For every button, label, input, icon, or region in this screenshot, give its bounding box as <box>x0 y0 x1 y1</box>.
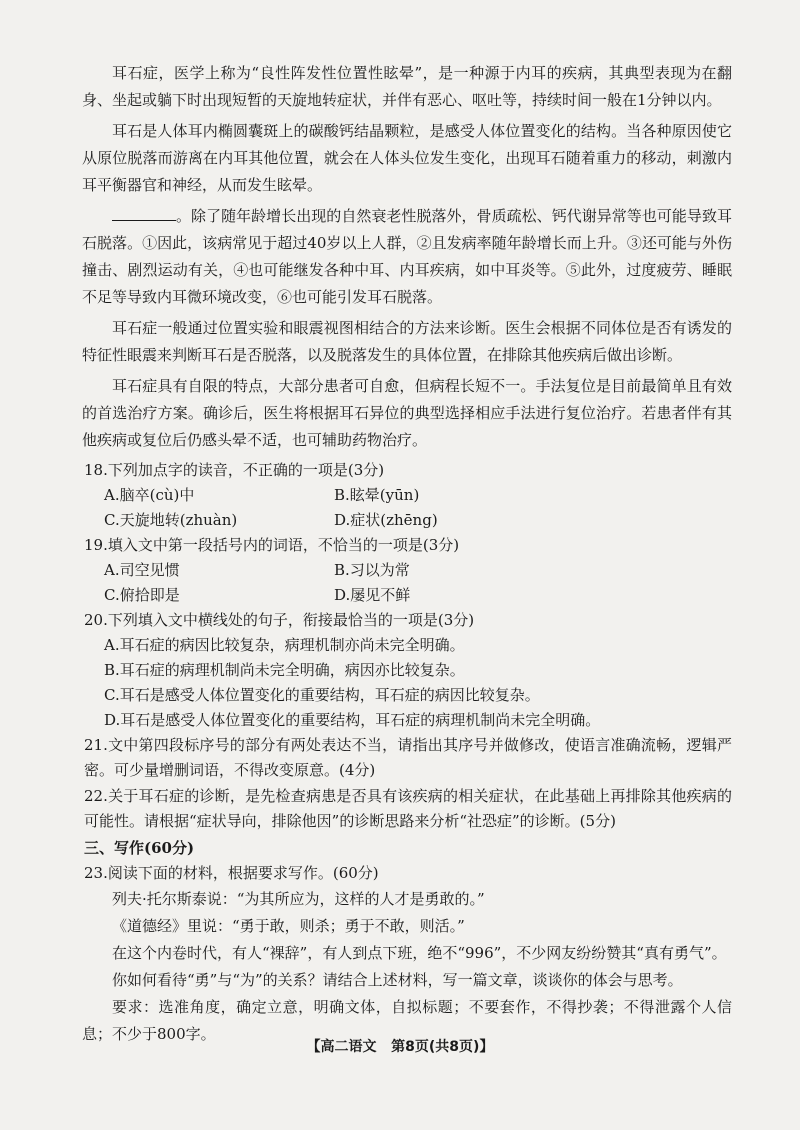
question-19-stem: 19.填入文中第一段括号内的词语，不恰当的一项是(3分) <box>84 536 460 554</box>
material-daodejing-quote: 《道德经》里说：“勇于敢，则杀；勇于不敢，则活。” <box>112 917 465 935</box>
question-20-option-c: C.耳石是感受人体位置变化的重要结构，耳石症的病因比较复杂。 <box>104 686 540 704</box>
question-19 <box>82 533 732 608</box>
footer-page-number: 第8页(共8页)】 <box>391 1039 494 1055</box>
passage-paragraph-2: 耳石是人体耳内椭圆囊斑上的碳酸钙结晶颗粒，是感受人体位置变化的结构。当各种原因使它从原位脱落而游离在内耳其他位置，就会在人体头位发生变化，出现耳石随着重力的移动，刺激内耳平衡器官和神经，从而发生眩晕。 <box>82 122 732 194</box>
question-18-option-a: A.脑卒(cù)中 <box>104 486 195 504</box>
question-18-options <box>104 483 732 533</box>
question-23 <box>82 861 732 1048</box>
question-20-option-b: B.耳石症的病理机制尚未完全明确，病因亦比较复杂。 <box>104 661 465 679</box>
question-22-stem: 22.关于耳石症的诊断，是先检查病患是否具有该疾病的相关症状，在此基础上再排除其他疾病的可能性。请根据“症状导向，排除他因”的诊断思路来分析“社恐症”的诊断。(5分) <box>84 787 732 830</box>
writing-requirements: 要求：选准角度，确定立意，明确文体，自拟标题；不要套作，不得抄袭；不得泄露个人信息；不少于800字。 <box>82 998 732 1043</box>
question-18-stem: 18.下列加点字的读音，不正确的一项是(3分) <box>84 461 385 479</box>
writing-prompt: 你如何看待“勇”与“为”的关系？请结合上述材料，写一篇文章，谈谈你的体会与思考。 <box>112 971 683 989</box>
passage-paragraph-5: 耳石症具有自限的特点，大部分患者可自愈，但病程长短不一。手法复位是目前最简单且有效的首选治疗方案。确诊后，医生将根据耳石异位的典型选择相应手法进行复位治疗。若患者伴有其他疾病或复位后仍感头晕不适，也可辅助药物治疗。 <box>82 377 732 449</box>
passage-paragraph-1: 耳石症，医学上称为“良性阵发性位置性眩晕”，是一种源于内耳的疾病，其典型表现为在翻身、坐起或躺下时出现短暂的天旋地转症状，并伴有恶心、呕吐等，持续时间一般在1分钟以内。 <box>82 64 732 109</box>
question-18 <box>82 458 732 533</box>
section-writing-heading: 三、写作(60分) <box>84 839 195 857</box>
question-19-option-a: A.司空见惯 <box>104 561 180 579</box>
passage-paragraph-3 <box>82 203 732 311</box>
page-footer <box>0 1036 800 1056</box>
question-19-option-c: C.俯拾即是 <box>104 586 180 604</box>
question-19-option-b: B.习以为常 <box>334 561 410 579</box>
question-18-option-c: C.天旋地转(zhuàn) <box>104 511 238 529</box>
question-20-stem: 20.下列填入文中横线处的句子，衔接最恰当的一项是(3分) <box>84 611 475 629</box>
question-23-stem: 23.阅读下面的材料，根据要求写作。(60分) <box>84 864 379 882</box>
question-18-option-b: B.眩晕(yūn) <box>334 486 420 504</box>
passage-paragraph-3-text: 。除了随年龄增长出现的自然衰老性脱落外，骨质疏松、钙代谢异常等也可能导致耳石脱落。①因此，该病常见于超过40岁以上人群，②且发病率随年龄增长而上升。③还可能与外伤撞击、剧烈运动有关，④也可能继发各种中耳、内耳疾病，如中耳炎等。⑤此外，过度疲劳、睡眠不足等导致内耳微环境改变，⑥也可能引发耳石脱落。 <box>82 207 732 306</box>
fill-blank-line <box>112 206 176 221</box>
question-19-options <box>104 558 732 608</box>
question-20-option-a: A.耳石症的病因比较复杂，病理机制亦尚未完全明确。 <box>104 636 465 654</box>
question-19-option-d: D.屡见不鲜 <box>334 586 411 604</box>
passage-paragraph-4: 耳石症一般通过位置实验和眼震视图相结合的方法来诊断。医生会根据不同体位是否有诱发的特征性眼震来判断耳石是否脱落，以及脱落发生的具体位置，在排除其他疾病后做出诊断。 <box>82 319 732 364</box>
question-21-stem: 21.文中第四段标序号的部分有两处表达不当，请指出其序号并做修改，使语言准确流畅，逻辑严密。可少量增删词语，不得改变原意。(4分) <box>84 736 732 779</box>
question-20 <box>82 608 732 733</box>
question-18-option-d: D.症状(zhēng) <box>334 511 438 529</box>
footer-subject: 【高二语文 <box>306 1039 377 1055</box>
question-20-option-d: D.耳石是感受人体位置变化的重要结构，耳石症的病理机制尚未完全明确。 <box>104 711 601 729</box>
material-neijuan-text: 在这个内卷时代，有人“裸辞”，有人到点下班，绝不“996”，不少网友纷纷赞其“真有勇气”。 <box>112 944 727 962</box>
material-tolstoy-quote: 列夫·托尔斯泰说：“为其所应为，这样的人才是勇敢的。” <box>112 890 485 908</box>
